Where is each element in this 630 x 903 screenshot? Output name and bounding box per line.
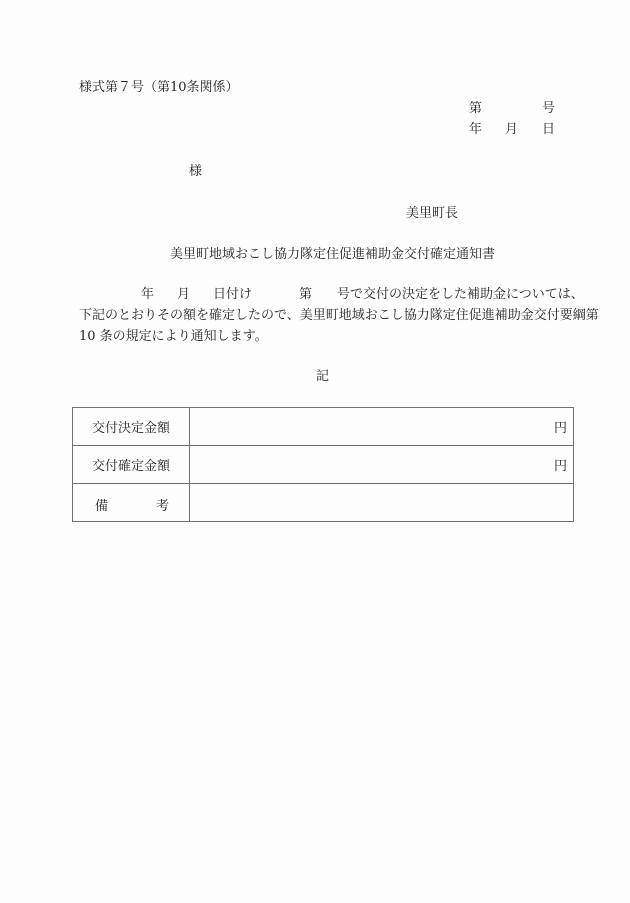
record-table xyxy=(72,407,574,522)
label-confirmed-amount: 交付確定金額 xyxy=(73,446,190,484)
doc-number-suffix: 号 xyxy=(542,101,556,116)
label-remarks xyxy=(73,484,190,522)
body-number-prefix: 第 xyxy=(299,287,313,302)
ki-heading: 記 xyxy=(316,369,330,384)
date-month-label: 月 xyxy=(505,122,519,137)
table-row-confirmed-amount xyxy=(73,446,574,484)
table-row-remarks xyxy=(73,484,574,522)
doc-number-prefix: 第 xyxy=(469,101,483,116)
document-title: 美里町地域おこし協力隊定住促進補助金交付確定通知書 xyxy=(170,247,496,262)
form-number: 様式第７号（第10条関係） xyxy=(79,80,239,95)
value-confirmed-amount[interactable] xyxy=(190,446,574,484)
label-decided-amount: 交付決定金額 xyxy=(73,408,190,446)
body-month: 月 xyxy=(177,287,191,302)
body-day-dated: 日付け xyxy=(213,287,253,302)
date-day-label: 日 xyxy=(542,122,556,137)
body-line-3: 10 条の規定により通知します。 xyxy=(79,329,268,344)
body-year: 年 xyxy=(141,287,155,302)
date-year-label: 年 xyxy=(469,122,483,137)
value-decided-amount[interactable] xyxy=(190,408,574,446)
table-row-decided-amount xyxy=(73,408,574,446)
sender-name: 美里町長 xyxy=(406,206,459,221)
body-line-2: 下記のとおりその額を確定したので、美里町地域おこし協力隊定住促進補助金交付要綱第 xyxy=(79,308,599,323)
addressee-honorific: 様 xyxy=(189,164,203,179)
yen-unit: 円 xyxy=(553,459,567,474)
body-line1-rest: 号で交付の決定をした補助金については、 xyxy=(337,287,584,302)
value-remarks[interactable] xyxy=(190,484,574,522)
yen-unit: 円 xyxy=(553,421,567,436)
remarks-char-2: 考 xyxy=(155,499,169,514)
remarks-char-1: 備 xyxy=(95,499,109,514)
